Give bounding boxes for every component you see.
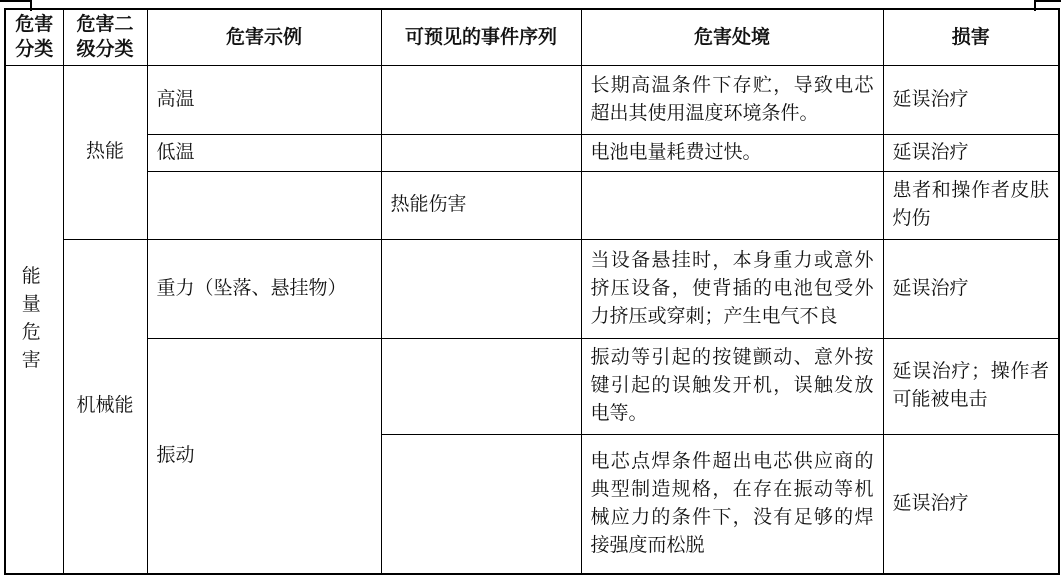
table-row-high-temp [5, 65, 1059, 134]
cell-example-r3 [147, 171, 381, 239]
cell-situation-r2: 电池电量耗费过快。 [581, 134, 883, 171]
cell-harm-r6: 延误治疗 [883, 434, 1059, 574]
cell-example-gravity: 重力（坠落、悬挂物） [147, 239, 381, 338]
header-hazard-subcategory: 危害二级分类 [63, 9, 147, 65]
header-hazard-category: 危害分类 [5, 9, 63, 65]
cell-situation-r3 [581, 171, 883, 239]
table-row-low-temp [5, 134, 1059, 171]
cell-harm-r4: 延误治疗 [883, 239, 1059, 338]
table-row-gravity [5, 239, 1059, 338]
cell-harm-r5: 延误治疗；操作者可能被电击 [883, 338, 1059, 434]
cell-event-sequence-r5 [381, 338, 581, 434]
cell-subcategory-mechanical: 机械能 [63, 239, 147, 574]
cell-event-sequence-r2 [381, 134, 581, 171]
cell-harm-r3: 患者和操作者皮肤灼伤 [883, 171, 1059, 239]
cell-harm-r1: 延误治疗 [883, 65, 1059, 134]
header-event-sequence: 可预见的事件序列 [381, 9, 581, 65]
table-row-vibration-keys [5, 338, 1059, 434]
cell-event-sequence-r4 [381, 239, 581, 338]
cell-situation-r5: 振动等引起的按键颤动、意外按键引起的误触发开机，误触发放电等。 [581, 338, 883, 434]
cell-situation-r1: 长期高温条件下存贮，导致电芯超出其使用温度环境条件。 [581, 65, 883, 134]
cell-harm-r2: 延误治疗 [883, 134, 1059, 171]
cell-category-energy-hazard: 能量危害 [5, 65, 63, 574]
cell-situation-r4: 当设备悬挂时，本身重力或意外挤压设备，使背插的电池包受外力挤压或穿刺；产生电气不良 [581, 239, 883, 338]
cell-event-sequence-r1 [381, 65, 581, 134]
cell-subcategory-thermal: 热能 [63, 65, 147, 239]
cell-example-high-temp: 高温 [147, 65, 381, 134]
header-hazard-example: 危害示例 [147, 9, 381, 65]
cell-example-vibration: 振动 [147, 338, 381, 574]
header-harm: 损害 [883, 9, 1059, 65]
header-hazardous-situation: 危害处境 [581, 9, 883, 65]
cell-event-sequence-r6 [381, 434, 581, 574]
hazard-analysis-table [4, 8, 1060, 575]
table-row-thermal-injury [5, 171, 1059, 239]
cell-event-sequence-thermal-injury: 热能伤害 [381, 171, 581, 239]
table-header-row [5, 9, 1059, 65]
cell-example-low-temp: 低温 [147, 134, 381, 171]
cell-situation-r6: 电芯点焊条件超出电芯供应商的典型制造规格，在存在振动等机械应力的条件下，没有足够的焊接强度而松脱 [581, 434, 883, 574]
